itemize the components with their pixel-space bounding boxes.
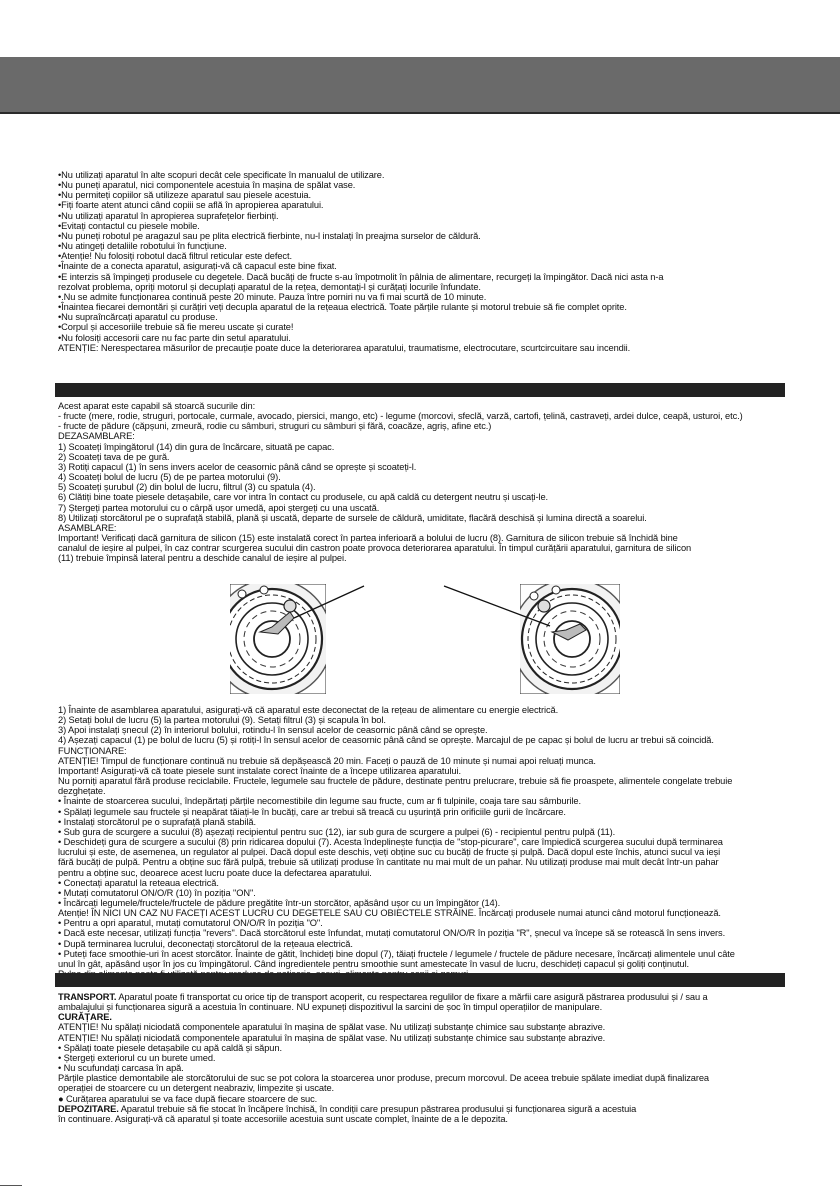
assembly-step: 4) Așezați capacul (1) pe bolul de lucru (5) și rotiți-l în sensul acelor de ceasornic până când se oprește. Marcajul de pe capac și bolul de lucru ar trebui să coincidă. xyxy=(58,735,714,746)
storage-label: DEPOZITARE. xyxy=(58,1103,119,1114)
cleaning-line: ● Curățarea aparatului se va face după fiecare stoarcere de suc. xyxy=(58,1093,318,1104)
safety-item: ATENȚIE: Nerespectarea măsurilor de precauție poate duce la deteriorarea aparatului, traumatisme, electrocutare, scurtcircuitare sau incendii. xyxy=(58,342,631,353)
cleaning-line: ATENȚIE! Nu spălați niciodată componentele aparatului în mașina de spălat vase. Nu utilizați substanțe chimice sau substanțe abrazive. xyxy=(58,1022,606,1033)
disassembly-step: 1) Scoateți împingătorul (14) din gura de încărcare, situată pe capac. xyxy=(58,441,335,452)
operation-line: Atenție! ÎN NICI UN CAZ NU FACEȚI ACEST LUCRU CU DEGETELE SAU CU OBIECTELE STRĂINE. Încărcați produsele numai atunci când motorul funcționează. xyxy=(58,908,721,919)
cleaning-line: Părțile plastice demontabile ale storcătorului de suc se pot colora la stoarcerea unor produse, precum morcovul. De aceea trebuie spălate imediat după finalizarea xyxy=(58,1073,709,1084)
assembly-step: 3) Apoi instalați șnecul (2) în interiorul bolului, rotindu-l în sensul acelor de ceasornic până când se oprește. xyxy=(58,725,488,736)
storage-text: Aparatul trebuie să fie stocat în încăpere închisă, în condiții care presupun păstrarea produsului și funcționarea sigură a acestuia xyxy=(118,1103,637,1114)
operation-line: dezghețate. xyxy=(58,786,106,797)
seal-bowl-left-image xyxy=(230,584,332,694)
safety-instructions xyxy=(58,170,793,353)
operation-line: • Pentru a opri aparatul, mutați comutatorul ON/O/R în poziția "O". xyxy=(58,918,323,929)
operation-line: • Înainte de stoarcerea sucului, îndepărtați părțile necomestibile din legume sau fructe, cum ar fi tulpinile, coaja tare sau sâmburile. xyxy=(58,796,581,807)
transport-label: TRANSPORT. xyxy=(58,992,117,1002)
safety-item: rezolvat problema, opriți motorul și decuplați aparatul de la rețea, demontați-l și curățați locurile înfundate. xyxy=(58,281,481,292)
corner-crop-mark xyxy=(0,1185,22,1186)
safety-item: •Nu permiteți copiilor să utilizeze aparatul sau piesele acestuia. xyxy=(58,190,311,201)
safety-item: •Fiți foarte atent atunci când copiii se află în apropierea aparatului. xyxy=(58,200,324,211)
disassembly-step: 5) Scoateți șurubul (2) din bolul de lucru, filtrul (3) cu spatula (4). xyxy=(58,482,316,493)
transport-paragraph xyxy=(58,992,793,1002)
assembly-step: 1) Înainte de asamblarea aparatului, asigurați-vă că aparatul este deconectat de la rețeau de alimentare cu energie electrică. xyxy=(58,705,559,715)
operation-line: • Spălați legumele sau fructele și neapărat tăiați-le în bucăți, care ar trebui să treacă cu ușurință prin orificiile gurii de încărcare. xyxy=(58,806,566,817)
assembly-note-line: canalul de ieșire al pulpei, în caz contrar scurgerea sucului din castron poate provoca deteriorarea aparatului. În timpul curățării aparatului, garnitura de silicon xyxy=(58,543,692,554)
operation-line: • Deschideți gura de scurgere a sucului (8) prin ridicarea dopului (7). Acesta îndeplinește funcția de "stop-picurare", care împiedică scurgerea sucului după terminarea xyxy=(58,837,723,848)
maintenance-section xyxy=(58,992,793,1124)
safety-item: •Înainte de a conecta aparatul, asigurați-vă că capacul este bine fixat. xyxy=(58,261,337,272)
safety-item: •Nu utilizați aparatul în apropierea suprafețelor fierbinți. xyxy=(58,210,279,221)
operation-line: ATENȚIE! Timpul de funcționare continuă nu trebuie să depășească 20 min. Faceți o pauză de 10 minute și numai apoi reluați munca. xyxy=(58,755,596,766)
operation-line: lucrului și este, de asemenea, un regulator al pulpei. Dacă dopul este deschis, veți obține suc cu bucăți de fructe și pulpă. Dacă dopul este închis, atunci sucul va ieși xyxy=(58,847,721,858)
operation-line: • Dacă este necesar, utilizați funcția "revers". Dacă storcătorul este înfundat, mutați comutatorul ON/O/R în poziția "R", șnecul va începe să se rotească în sens invers. xyxy=(58,928,726,939)
operation-line: • Încărcați legumele/fructele/fructele de pădure pregătite într-un storcător, apăsând ușor cu un împingător (14). xyxy=(58,897,501,908)
assembly-note-line: Important! Verificați dacă garnitura de silicon (15) este instalată corect în partea inferioară a bolului de lucru (8). Garnitura de silicon trebuie să închidă bine xyxy=(58,533,678,544)
storage-paragraph xyxy=(58,1104,793,1114)
safety-item: •Nu supraîncărcați aparatul cu produse. xyxy=(58,312,218,323)
operation-line: • După terminarea lucrului, deconectați storcătorul de la rețeaua electrică. xyxy=(58,938,353,949)
assembly-figure xyxy=(230,584,620,694)
cleaning-heading: CURĂȚARE. xyxy=(58,1012,112,1023)
transport-text: Aparatul poate fi transportat cu orice tip de transport acoperit, cu respectarea regulilor de fixare a mărfii care asigură păstrarea produsului și / sau a xyxy=(116,992,708,1002)
usage-intro-line: - fructe de pădure (căpșuni, zmeură, rodie cu sâmburi, struguri cu sâmburi și fără, coacăze, agriș, afine etc.) xyxy=(58,421,492,432)
seal-bowl-right-image xyxy=(512,584,620,694)
cleaning-line: ATENȚIE! Nu spălați niciodată componentele aparatului în mașina de spălat vase. Nu utilizați substanțe chimice sau substanțe abrazive. xyxy=(58,1032,606,1043)
disassembly-step: 6) Clătiți bine toate piesele detașabile, care vor intra în contact cu produsele, cu apă caldă cu detergent neutru și uscați-le. xyxy=(58,492,549,503)
assembly-heading: ASAMBLARE: xyxy=(58,522,117,533)
operation-line: • Sub gura de scurgere a sucului (8) așezați recipientul pentru suc (12), iar sub gura de scurgere a pulpei (6) - recipientul pentru pulpă (11). xyxy=(58,826,616,837)
safety-item: •Nu folosiți accesorii care nu fac parte din setul aparatului. xyxy=(58,332,291,343)
usage-intro-line: - fructe (mere, rodie, struguri, portocale, curmale, avocado, piersici, mango, etc) - legume (morcovi, sfeclă, varză, cartofi, țelină, castraveți, ardei dulce, ceapă, usturoi, etc.) xyxy=(58,411,743,422)
cleaning-line: • Spălați toate piesele detașabile cu apă caldă și săpun. xyxy=(58,1042,282,1053)
operation-line: Nu porniți aparatul fără produse reciclabile. Fructele, legumele sau fructele de pădure, destinate pentru prelucrare, trebuie să fie proaspete, alimentele congelate trebuie xyxy=(58,776,733,787)
storage-text-continued: în continuare. Asigurați-vă că aparatul și toate accesoriile acestuia sunt uscate complet, înainte de a le depozita. xyxy=(58,1113,508,1124)
disassembly-step: 7) Ștergeți partea motorului cu o cârpă ușor umedă, apoi ștergeți cu una uscată. xyxy=(58,502,380,513)
operation-line: pentru a obține suc, deoarece acest lucru poate duce la defectarea aparatului. xyxy=(58,867,372,878)
safety-item: •Nu puneți robotul pe aragazul sau pe plita electrică fierbinte, nu-l instalați în preajma surselor de căldură. xyxy=(58,230,481,241)
operation-line: • Puteți face smoothie-uri în acest storcător. Înainte de gătit, închideți bine dopul (7), tăiați fructele / legumele / fructele de pădure necesare, încărcați alimentele unul câte xyxy=(58,948,735,959)
disassembly-heading: DEZASAMBLARE: xyxy=(58,431,135,442)
assembly-operation-section xyxy=(58,705,793,979)
operation-line: fără bucăți de pulpă. Pentru a obține suc fără pulpă, trebuie să utilizați produse în cantitate nu mai mult de un pahar. Nu utilizați produse mai mult decât într-un pahar xyxy=(58,857,719,868)
safety-item: •Atenție! Nu folosiți robotul dacă filtrul reticular este defect. xyxy=(58,251,292,262)
cleaning-line: operației de stoarcere cu un detergent neabraziv, limpezite și uscate. xyxy=(58,1083,335,1094)
disassembly-step: 3) Rotiți capacul (1) în sens invers acelor de ceasornic până când se oprește și scoateți-l. xyxy=(58,461,417,472)
disassembly-step: 8) Utilizați storcătorul pe o suprafață stabilă, plană și uscată, departe de sursele de căldură, umiditate, flacără deschisă și lumina directă a soarelui. xyxy=(58,512,647,523)
operation-line: Important! Asigurați-vă că toate piesele sunt instalate corect înainte de a începe utilizarea aparatului. xyxy=(58,765,461,776)
operation-heading: FUNCȚIONARE: xyxy=(58,745,127,756)
safety-item: •Corpul și accesoriile trebuie să fie mereu uscate și curate! xyxy=(58,322,294,333)
usage-intro-line: Acest aparat este capabil să stoarcă sucurile din: xyxy=(58,401,256,411)
safety-item: •Înaintea fiecarei demontări și curățiri veți decupla aparatul de la rețeaua electrică. Toate părțile rulante și motorul trebuie să fie complet oprite. xyxy=(58,302,627,313)
assembly-step: 2) Setați bolul de lucru (5) la partea motorului (9). Setați filtrul (3) și scapula în bol. xyxy=(58,715,386,726)
transport-text-continued: ambalajului și funcționarea sigură a acestuia în continuare. NU expuneți dispozitivul la sarcini de șoc în timpul operațiilor de manipulare. xyxy=(58,1002,603,1013)
section-divider-maintenance xyxy=(55,973,785,987)
section-divider-usage xyxy=(55,383,785,397)
safety-item: •Nu atingeți detaliile robotului în funcțiune. xyxy=(58,241,227,252)
operation-line: • Instalați storcătorul pe o suprafață plană stabilă. xyxy=(58,816,256,827)
disassembly-step: 2) Scoateți tava de pe gură. xyxy=(58,451,170,462)
disassembly-step: 4) Scoateți bolul de lucru (5) de pe partea motorului (9). xyxy=(58,472,281,483)
cleaning-line: • Ștergeți exteriorul cu un burete umed. xyxy=(58,1052,216,1063)
cleaning-line: • Nu scufundați carcasa în apă. xyxy=(58,1063,184,1074)
operation-line: • Mutați comutatorul ON/O/R (10) în poziția "ON". xyxy=(58,887,256,898)
operation-line: • Conectați aparatul la reteaua electrică. xyxy=(58,877,219,888)
assembly-note-line: (11) trebuie împinsă lateral pentru a deschide canalul de ieșire al pulpei. xyxy=(58,553,347,564)
usage-section xyxy=(58,401,793,564)
operation-line: unul în gât, apăsând ușor în jos cu împingătorul. Când ingredientele pentru smoothie sunt amestecate în vasul de lucru, deschideți capacul și goliți conținutul. xyxy=(58,958,690,969)
safety-item: •Evitați contactul cu piesele mobile. xyxy=(58,220,200,231)
safety-item: •Nu puneți aparatul, nici componentele acestuia în mașina de spălat vase. xyxy=(58,180,356,191)
safety-item: •E interzis să împingeți produsele cu degetele. Dacă bucăți de fructe s-au împotmolit în pâlnia de alimentare, recurgeți la împingător. Dacă nici asta n-a xyxy=(58,271,664,282)
page-header-band xyxy=(0,57,840,114)
safety-item: •.Nu se admite funcționarea continuă peste 20 minute. Pauza între porniri nu va fi mai scurtă de 10 minute. xyxy=(58,291,487,302)
safety-item: •Nu utilizați aparatul în alte scopuri decât cele specificate în manualul de utilizare. xyxy=(58,170,385,180)
